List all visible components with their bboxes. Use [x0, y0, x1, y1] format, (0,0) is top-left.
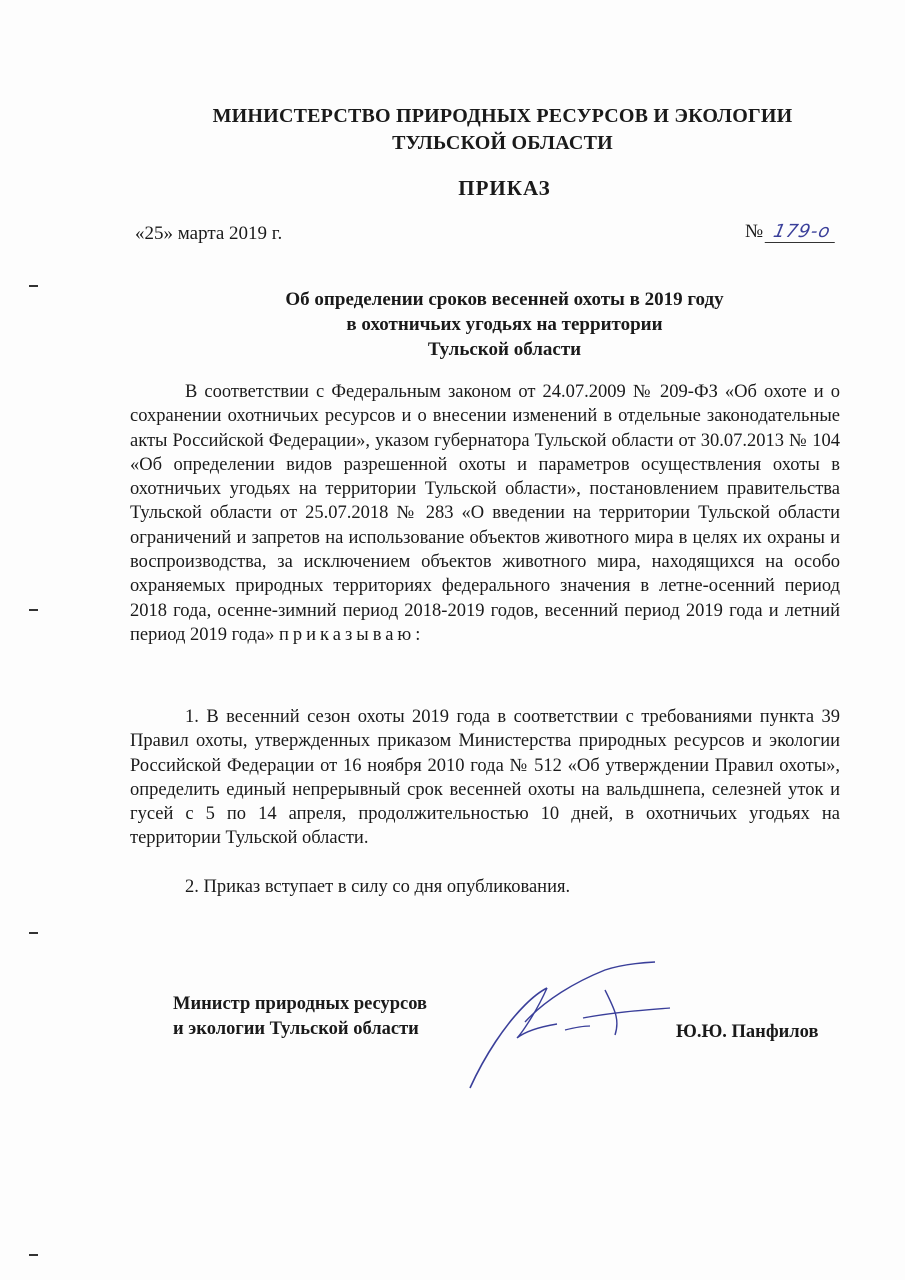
- subject-line-2: в охотничьих угодьях на территории: [346, 314, 663, 335]
- signer-name: Ю.Ю. Панфилов: [676, 1022, 819, 1042]
- ministry-header: [0, 103, 905, 157]
- preamble-text: В соответствии с Федеральным законом от 24.07.2009 № 209-ФЗ «Об охоте и о сохранении охотничьих ресурсов и о внесении изменений в отдельные законодательные акты Российской Федерации», указом губернатора Тульской области от 30.07.2013 № 104 «Об определении видов разрешенной охоты и параметров осуществления охоты в охотничьих угодьях на территории Тульской области», постановлением правительства Тульской области от 25.07.2018 № 283 «О введении на территории Тульской области ограничений и запретов на использование объектов животного мира в целях их охраны и воспроизводства, за исключением объектов животного мира, находящихся на особо охраняемых природных территориях федерального значения в летне-осенний период 2018 года, осенне-зимний период 2018-2019 годов, весенний период 2019 года и летний период 2019 года»: [130, 382, 840, 645]
- margin-tick: [29, 285, 38, 287]
- order-item-2: [130, 875, 840, 899]
- document-type-title: ПРИКАЗ: [458, 176, 551, 200]
- number-value-handwritten: 179-о: [765, 221, 840, 243]
- preamble-paragraph: [130, 380, 840, 647]
- ministry-line-2: ТУЛЬСКОЙ ОБЛАСТИ: [392, 132, 613, 154]
- order-item-1: [130, 705, 840, 851]
- ministry-line-1: МИНИСТЕРСТВО ПРИРОДНЫХ РЕСУРСОВ И ЭКОЛОГИИ: [212, 105, 793, 127]
- item-2-text: 2. Приказ вступает в силу со дня опубликования.: [185, 877, 571, 897]
- margin-tick: [29, 609, 38, 611]
- signer-title-line-2: и экологии Тульской области: [173, 1019, 419, 1039]
- subject-line-3: Тульской области: [427, 339, 582, 360]
- signer-title-line-1: Министр природных ресурсов: [173, 994, 428, 1014]
- handwritten-signature: [465, 960, 685, 1095]
- margin-tick: [29, 932, 38, 934]
- decree-word: приказываю:: [279, 624, 425, 645]
- item-1-text: 1. В весенний сезон охоты 2019 года в соответствии с требованиями пункта 39 Правил охоты, утвержденных приказом Министерства природных ресурсов и экологии Российской Федерации от 16 ноября 2010 года № 512 «Об утверждении Правил охоты», определить единый непрерывный срок весенней охоты на вальдшнепа, селезней уток и гусей с 5 по 14 апреля, продолжительностью 10 дней, в охотничьих угодьях на территории Тульской области.: [130, 707, 840, 849]
- number-label: №: [745, 221, 764, 242]
- order-subject: [0, 287, 905, 362]
- order-number: [745, 221, 837, 243]
- subject-line-1: Об определении сроков весенней охоты в 2019 году: [285, 289, 724, 310]
- margin-tick: [29, 1254, 38, 1256]
- signer-title: [173, 992, 427, 1042]
- order-date: «25» марта 2019 г.: [135, 223, 283, 244]
